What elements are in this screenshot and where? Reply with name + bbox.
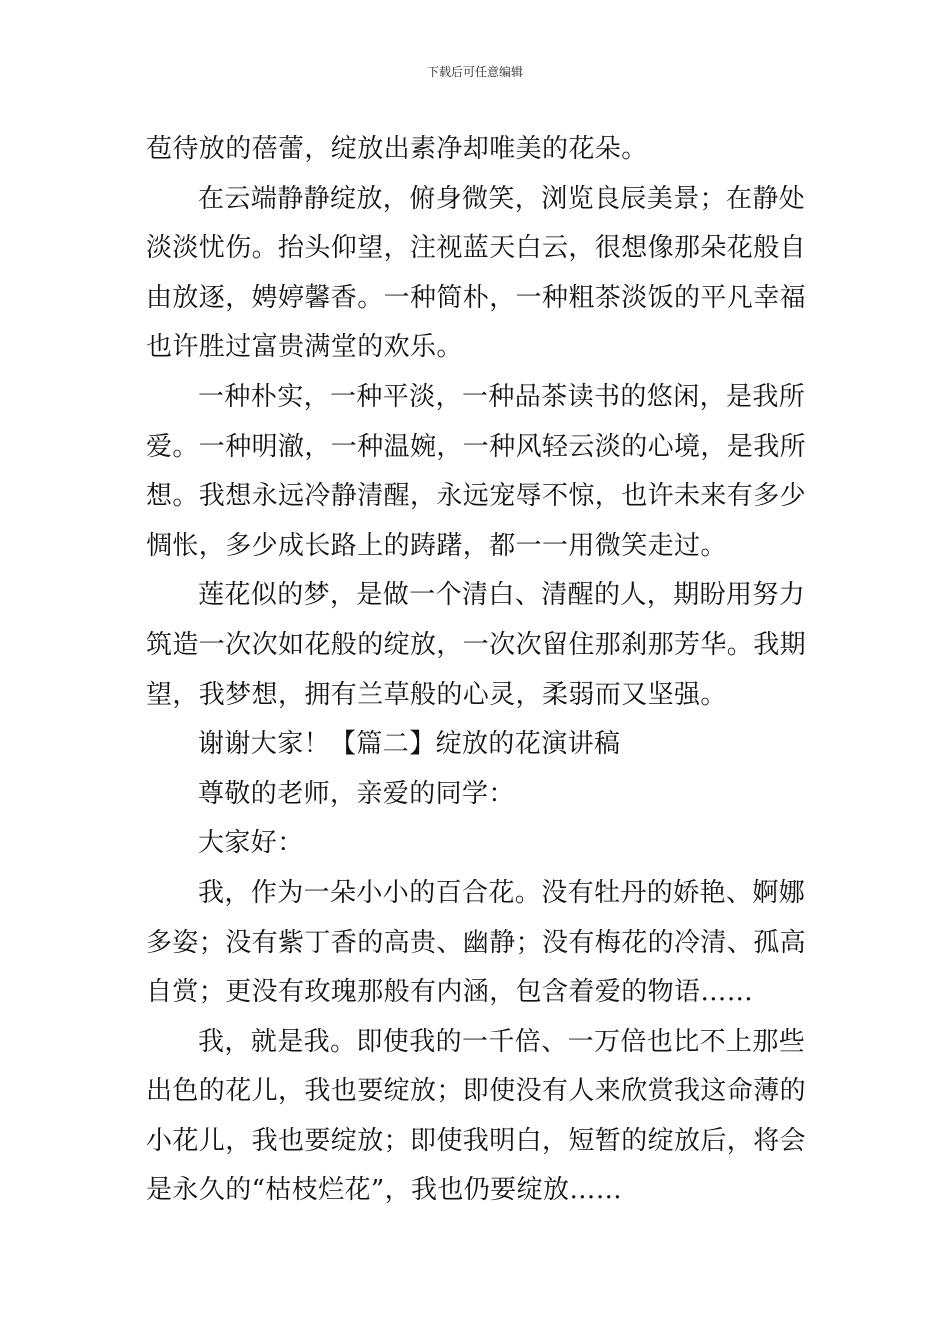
paragraph-start-line: 一种朴实，一种平淡，一种品茶读书的悠闲，是我所 <box>198 381 806 412</box>
document-body <box>146 125 810 1216</box>
text-line: 小花儿，我也要绽放；即使我明白，短暂的绽放后，将会 <box>146 1125 807 1156</box>
text-line: 筑造一次次如花般的绽放，一次次留住那刹那芳华。我期 <box>146 629 807 660</box>
greeting-line: 大家好： <box>198 828 304 859</box>
text-line: 苞待放的蓓蕾，绽放出素净却唯美的花朵。 <box>146 134 648 164</box>
text-line: 爱。一种明澈，一种温婉，一种风轻云淡的心境，是我所 <box>146 431 807 462</box>
text-line: 多姿；没有紫丁香的高贵、幽静；没有梅花的冷清、孤高 <box>146 927 807 958</box>
section-title-line: 谢谢大家！【篇二】绽放的花演讲稿 <box>198 729 621 760</box>
text-line: 淡淡忧伤。抬头仰望，注视蓝天白云，很想像那朵花般自 <box>146 233 807 264</box>
paragraph-start-line: 在云端静静绽放，俯身微笑，浏览良辰美景；在静处 <box>198 183 806 214</box>
paragraph-start-line: 我，作为一朵小小的百合花。没有牡丹的娇艳、婀娜 <box>198 877 806 908</box>
text-line: 望，我梦想，拥有兰草般的心灵，柔弱而又坚强。 <box>146 679 727 710</box>
text-line: 想。我想永远冷静清醒，永远宠辱不惊，也许未来有多少 <box>146 481 807 512</box>
text-line: 也许胜过富贵满堂的欢乐。 <box>146 332 463 363</box>
paragraph-start-line: 莲花似的梦，是做一个清白、清醒的人，期盼用努力 <box>198 580 806 611</box>
paragraph-start-line: 我，就是我。即使我的一千倍、一万倍也比不上那些 <box>198 1026 806 1057</box>
text-line: 由放逐，娉婷馨香。一种简朴，一种粗茶淡饭的平凡幸福 <box>146 282 807 313</box>
text-line: 出色的花儿，我也要绽放；即使没有人来欣赏我这命薄的 <box>146 1076 807 1107</box>
salutation-line: 尊敬的老师，亲爱的同学： <box>198 778 515 809</box>
text-line: 是永久的“枯枝烂花”，我也仍要绽放…… <box>146 1175 623 1206</box>
text-line: 惆怅，多少成长路上的踌躇，都一一用微笑走过。 <box>146 530 727 561</box>
page-header: 下载后可任意编辑 <box>426 65 523 79</box>
text-line: 自赏；更没有玫瑰那般有内涵，包含着爱的物语…… <box>146 977 754 1008</box>
